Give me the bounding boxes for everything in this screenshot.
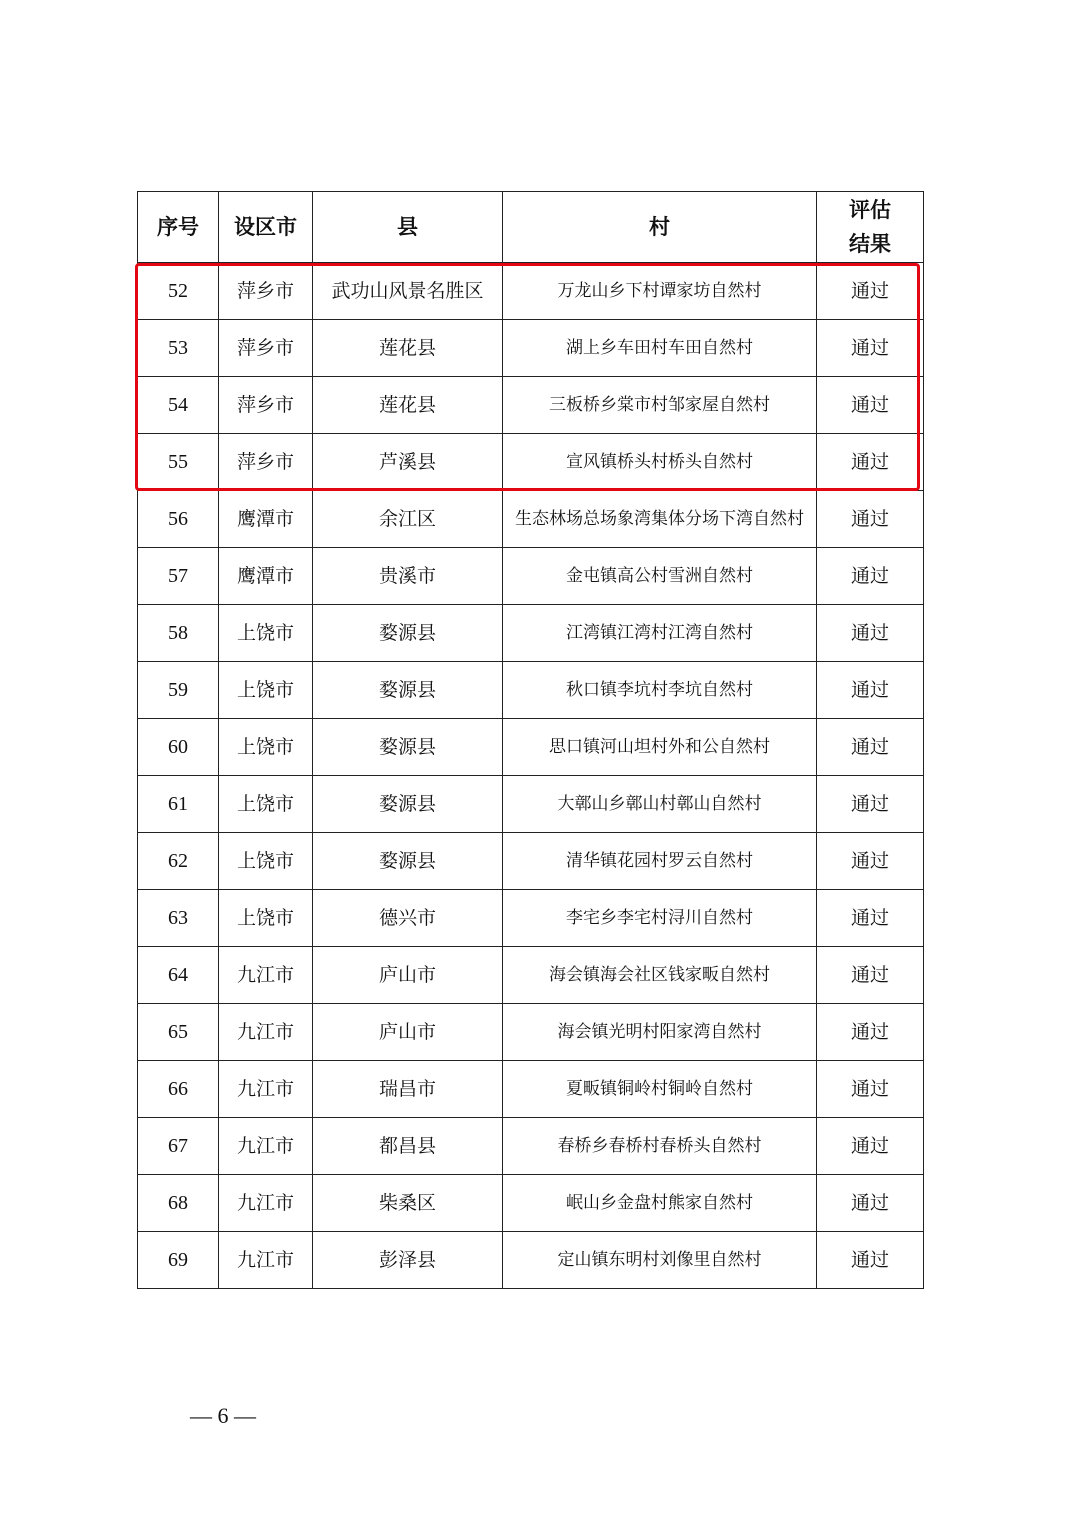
- row-village: 海会镇海会社区钱家畈自然村: [503, 947, 817, 1004]
- row-city: 九江市: [219, 1118, 313, 1175]
- row-village: 岷山乡金盘村熊家自然村: [503, 1175, 817, 1232]
- row-result: 通过: [817, 263, 924, 320]
- table-row: [138, 377, 924, 434]
- row-city: 九江市: [219, 947, 313, 1004]
- row-index: 54: [138, 377, 219, 434]
- row-village: 三板桥乡棠市村邹家屋自然村: [503, 377, 817, 434]
- row-county: 婺源县: [313, 776, 503, 833]
- row-county: 武功山风景名胜区: [313, 263, 503, 320]
- row-village: 思口镇河山坦村外和公自然村: [503, 719, 817, 776]
- row-county: 余江区: [313, 491, 503, 548]
- table-row: [138, 434, 924, 491]
- table-row: [138, 947, 924, 1004]
- row-county: 德兴市: [313, 890, 503, 947]
- row-result: 通过: [817, 320, 924, 377]
- row-city: 鹰潭市: [219, 491, 313, 548]
- row-result: 通过: [817, 1232, 924, 1289]
- row-index: 55: [138, 434, 219, 491]
- row-county: 庐山市: [313, 947, 503, 1004]
- table-row: [138, 491, 924, 548]
- row-index: 57: [138, 548, 219, 605]
- row-county: 莲花县: [313, 377, 503, 434]
- row-result: 通过: [817, 662, 924, 719]
- row-county: 庐山市: [313, 1004, 503, 1061]
- row-index: 56: [138, 491, 219, 548]
- row-city: 九江市: [219, 1175, 313, 1232]
- table-row: [138, 719, 924, 776]
- table-row: [138, 1232, 924, 1289]
- row-result: 通过: [817, 833, 924, 890]
- row-result: 通过: [817, 1004, 924, 1061]
- header-village: 村: [503, 192, 817, 263]
- table-header-row: [138, 192, 924, 263]
- row-village: 大鄣山乡鄣山村鄣山自然村: [503, 776, 817, 833]
- row-village: 李宅乡李宅村浔川自然村: [503, 890, 817, 947]
- table-row: [138, 776, 924, 833]
- row-city: 上饶市: [219, 890, 313, 947]
- row-county: 都昌县: [313, 1118, 503, 1175]
- table-row: [138, 1004, 924, 1061]
- header-county: 县: [313, 192, 503, 263]
- row-village: 生态林场总场象湾集体分场下湾自然村: [503, 491, 817, 548]
- row-city: 萍乡市: [219, 320, 313, 377]
- row-city: 上饶市: [219, 605, 313, 662]
- row-county: 婺源县: [313, 833, 503, 890]
- table-row: [138, 1175, 924, 1232]
- row-county: 莲花县: [313, 320, 503, 377]
- row-city: 上饶市: [219, 719, 313, 776]
- row-result: 通过: [817, 491, 924, 548]
- row-index: 68: [138, 1175, 219, 1232]
- row-index: 64: [138, 947, 219, 1004]
- row-village: 夏畈镇铜岭村铜岭自然村: [503, 1061, 817, 1118]
- row-village: 湖上乡车田村车田自然村: [503, 320, 817, 377]
- row-village: 金屯镇高公村雪洲自然村: [503, 548, 817, 605]
- row-city: 九江市: [219, 1232, 313, 1289]
- table-row: [138, 662, 924, 719]
- row-index: 66: [138, 1061, 219, 1118]
- row-city: 鹰潭市: [219, 548, 313, 605]
- table-row: [138, 263, 924, 320]
- row-county: 婺源县: [313, 605, 503, 662]
- row-village: 宣风镇桥头村桥头自然村: [503, 434, 817, 491]
- row-city: 上饶市: [219, 776, 313, 833]
- row-result: 通过: [817, 548, 924, 605]
- row-index: 59: [138, 662, 219, 719]
- table-row: [138, 890, 924, 947]
- row-index: 52: [138, 263, 219, 320]
- row-county: 芦溪县: [313, 434, 503, 491]
- row-city: 上饶市: [219, 662, 313, 719]
- row-village: 海会镇光明村阳家湾自然村: [503, 1004, 817, 1061]
- row-village: 万龙山乡下村谭家坊自然村: [503, 263, 817, 320]
- row-result: 通过: [817, 890, 924, 947]
- row-village: 春桥乡春桥村春桥头自然村: [503, 1118, 817, 1175]
- row-index: 65: [138, 1004, 219, 1061]
- row-village: 秋口镇李坑村李坑自然村: [503, 662, 817, 719]
- row-village: 江湾镇江湾村江湾自然村: [503, 605, 817, 662]
- page-number: — 6 —: [190, 1403, 256, 1428]
- table-row: [138, 605, 924, 662]
- row-city: 九江市: [219, 1004, 313, 1061]
- row-result: 通过: [817, 719, 924, 776]
- row-village: 清华镇花园村罗云自然村: [503, 833, 817, 890]
- row-city: 萍乡市: [219, 263, 313, 320]
- row-result: 通过: [817, 1175, 924, 1232]
- row-city: 上饶市: [219, 833, 313, 890]
- row-county: 婺源县: [313, 662, 503, 719]
- header-index: 序号: [138, 192, 219, 263]
- header-city: 设区市: [219, 192, 313, 263]
- row-city: 萍乡市: [219, 434, 313, 491]
- table-body: [138, 263, 924, 1289]
- row-county: 瑞昌市: [313, 1061, 503, 1118]
- row-index: 62: [138, 833, 219, 890]
- header-result: 评估 结果: [817, 192, 924, 263]
- row-result: 通过: [817, 776, 924, 833]
- row-result: 通过: [817, 947, 924, 1004]
- row-index: 53: [138, 320, 219, 377]
- table-row: [138, 1118, 924, 1175]
- row-index: 60: [138, 719, 219, 776]
- table-row: [138, 833, 924, 890]
- row-index: 63: [138, 890, 219, 947]
- row-county: 贵溪市: [313, 548, 503, 605]
- row-index: 69: [138, 1232, 219, 1289]
- row-county: 彭泽县: [313, 1232, 503, 1289]
- row-index: 67: [138, 1118, 219, 1175]
- row-city: 九江市: [219, 1061, 313, 1118]
- row-result: 通过: [817, 1118, 924, 1175]
- row-county: 婺源县: [313, 719, 503, 776]
- row-index: 58: [138, 605, 219, 662]
- row-result: 通过: [817, 377, 924, 434]
- row-village: 定山镇东明村刘像里自然村: [503, 1232, 817, 1289]
- table-row: [138, 1061, 924, 1118]
- row-result: 通过: [817, 605, 924, 662]
- row-county: 柴桑区: [313, 1175, 503, 1232]
- table-row: [138, 548, 924, 605]
- row-result: 通过: [817, 1061, 924, 1118]
- row-city: 萍乡市: [219, 377, 313, 434]
- village-evaluation-table: [137, 191, 924, 1289]
- row-result: 通过: [817, 434, 924, 491]
- row-index: 61: [138, 776, 219, 833]
- table-row: [138, 320, 924, 377]
